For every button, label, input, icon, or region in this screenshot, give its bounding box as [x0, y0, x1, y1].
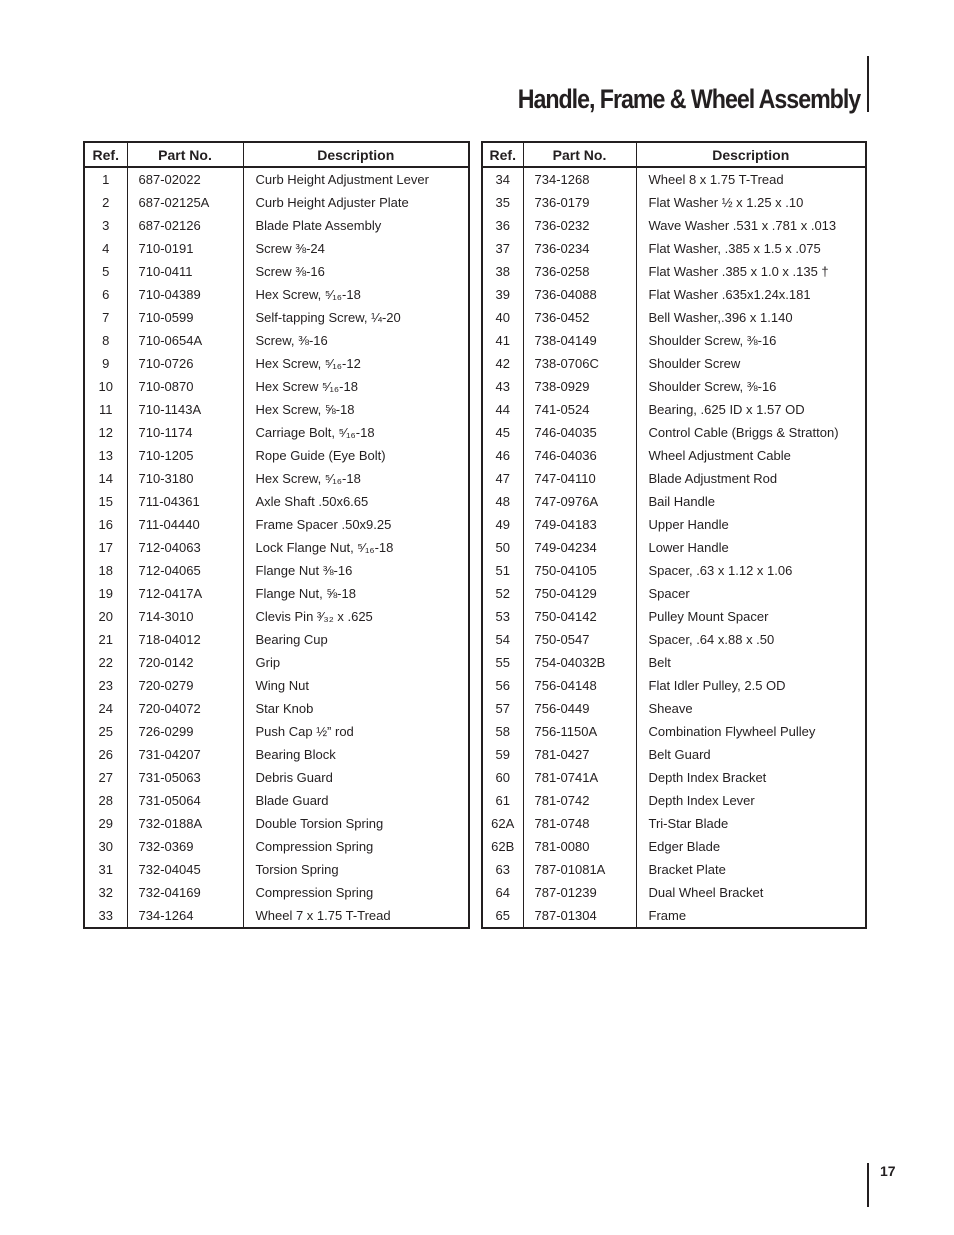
description-cell: Debris Guard [255, 770, 333, 785]
table-row [84, 789, 469, 812]
ref-cell: 20 [84, 605, 127, 628]
table-row [84, 352, 469, 375]
table-row [482, 167, 866, 191]
table-row [84, 720, 469, 743]
table-row [482, 467, 866, 490]
ref-cell: 41 [482, 329, 523, 352]
ref-cell: 21 [84, 628, 127, 651]
ref-cell: 10 [84, 375, 127, 398]
part-no-cell: 687-02125A [127, 191, 243, 214]
ref-column-header: Ref. [482, 142, 523, 167]
part-no-cell: 712-04065 [127, 559, 243, 582]
ref-cell: 5 [84, 260, 127, 283]
ref-cell: 30 [84, 835, 127, 858]
table-row [84, 375, 469, 398]
description-cell: Depth Index Lever [648, 793, 755, 808]
ref-cell: 11 [84, 398, 127, 421]
ref-cell: 3 [84, 214, 127, 237]
table-row [84, 766, 469, 789]
part-no-cell: 738-0706C [523, 352, 636, 375]
table-row [482, 812, 866, 835]
part-no-cell: 746-04035 [523, 421, 636, 444]
description-cell: Lower Handle [648, 540, 729, 555]
part-no-cell: 781-0741A [523, 766, 636, 789]
table-row [84, 467, 469, 490]
table-row [84, 651, 469, 674]
ref-cell: 8 [84, 329, 127, 352]
description-cell: Flange Nut ⅜-16 [255, 563, 353, 578]
ref-cell: 32 [84, 881, 127, 904]
ref-cell: 17 [84, 536, 127, 559]
ref-cell: 13 [84, 444, 127, 467]
table-row [482, 605, 866, 628]
part-no-cell: 750-0547 [523, 628, 636, 651]
ref-cell: 56 [482, 674, 523, 697]
description-cell: Screw ⅜-16 [255, 264, 325, 279]
table-row [84, 421, 469, 444]
description-cell: Clevis Pin ³⁄₃₂ x .625 [255, 609, 373, 624]
table-row [84, 605, 469, 628]
ref-cell: 26 [84, 743, 127, 766]
ref-cell: 31 [84, 858, 127, 881]
ref-cell: 33 [84, 904, 127, 928]
description-cell: Compression Spring [255, 839, 374, 854]
part-no-cell: 756-04148 [523, 674, 636, 697]
table-row [482, 559, 866, 582]
part-no-cell: 781-0748 [523, 812, 636, 835]
part-no-cell: 720-0279 [127, 674, 243, 697]
description-cell: Star Knob [255, 701, 314, 716]
table-row [482, 490, 866, 513]
part-no-cell: 734-1264 [127, 904, 243, 928]
part-no-cell: 756-0449 [523, 697, 636, 720]
part-no-cell: 731-05064 [127, 789, 243, 812]
part-no-cell: 720-04072 [127, 697, 243, 720]
description-cell: Wheel 7 x 1.75 T-Tread [255, 908, 391, 923]
part-no-cell: 756-1150A [523, 720, 636, 743]
table-row [84, 628, 469, 651]
ref-cell: 28 [84, 789, 127, 812]
part-no-cell: 710-0870 [127, 375, 243, 398]
ref-cell: 45 [482, 421, 523, 444]
description-cell: Bearing Cup [255, 632, 328, 647]
table-row [84, 513, 469, 536]
ref-cell: 1 [84, 167, 127, 191]
description-cell: Bracket Plate [648, 862, 726, 877]
part-no-cell: 710-0411 [127, 260, 243, 283]
description-cell: Belt Guard [648, 747, 711, 762]
description-cell: Push Cap ½” rod [255, 724, 354, 739]
part-no-cell: 710-04389 [127, 283, 243, 306]
part-no-cell: 754-04032B [523, 651, 636, 674]
ref-cell: 47 [482, 467, 523, 490]
ref-cell: 18 [84, 559, 127, 582]
description-cell: Frame [648, 908, 687, 923]
description-cell: Compression Spring [255, 885, 374, 900]
part-no-cell: 731-04207 [127, 743, 243, 766]
table-row [84, 283, 469, 306]
description-cell: Curb Height Adjuster Plate [255, 195, 409, 210]
ref-cell: 63 [482, 858, 523, 881]
ref-cell: 40 [482, 306, 523, 329]
table-row [482, 421, 866, 444]
description-column-header: Description [636, 142, 866, 167]
page-number-divider [867, 1163, 869, 1207]
table-row [482, 743, 866, 766]
part-no-cell: 781-0427 [523, 743, 636, 766]
table-row [84, 214, 469, 237]
page-title: Handle, Frame & Wheel Assembly [517, 84, 860, 115]
part-no-cell: 747-04110 [523, 467, 636, 490]
description-cell: Control Cable (Briggs & Stratton) [648, 425, 839, 440]
description-cell: Belt [648, 655, 671, 670]
table-row [482, 789, 866, 812]
part-no-cell: 714-3010 [127, 605, 243, 628]
description-cell: Shoulder Screw, ⅜-16 [648, 333, 777, 348]
table-row [482, 283, 866, 306]
ref-cell: 25 [84, 720, 127, 743]
title-divider [867, 56, 869, 112]
ref-cell: 15 [84, 490, 127, 513]
table-row [84, 858, 469, 881]
part-no-cell: 787-01304 [523, 904, 636, 928]
description-cell: Hex Screw, ⁵⁄₁₆-18 [255, 287, 361, 302]
parts-table-right [481, 141, 867, 929]
ref-cell: 60 [482, 766, 523, 789]
description-cell: Hex Screw, ⅝-18 [255, 402, 355, 417]
description-cell: Shoulder Screw, ⅜-16 [648, 379, 777, 394]
table-row [482, 398, 866, 421]
description-cell: Flange Nut, ⅝-18 [255, 586, 356, 601]
table-row [482, 214, 866, 237]
description-cell: Depth Index Bracket [648, 770, 767, 785]
table-row [482, 582, 866, 605]
ref-cell: 46 [482, 444, 523, 467]
part-no-cell: 731-05063 [127, 766, 243, 789]
ref-cell: 9 [84, 352, 127, 375]
description-cell: Blade Guard [255, 793, 329, 808]
description-cell: Upper Handle [648, 517, 729, 532]
table-row [84, 490, 469, 513]
ref-cell: 27 [84, 766, 127, 789]
part-no-cell: 738-0929 [523, 375, 636, 398]
description-cell: Pulley Mount Spacer [648, 609, 769, 624]
table-row [84, 306, 469, 329]
part-no-column-header: Part No. [127, 142, 243, 167]
table-row [84, 329, 469, 352]
description-cell: Hex Screw ⁵⁄₁₆-18 [255, 379, 358, 394]
table-row [482, 513, 866, 536]
ref-cell: 44 [482, 398, 523, 421]
table-row [482, 651, 866, 674]
part-no-cell: 710-0654A [127, 329, 243, 352]
ref-cell: 52 [482, 582, 523, 605]
part-no-cell: 732-0188A [127, 812, 243, 835]
description-cell: Grip [255, 655, 281, 670]
table-row [482, 835, 866, 858]
part-no-cell: 736-0179 [523, 191, 636, 214]
ref-cell: 62B [482, 835, 523, 858]
table-row [482, 628, 866, 651]
part-no-cell: 711-04361 [127, 490, 243, 513]
ref-cell: 34 [482, 167, 523, 191]
part-no-cell: 787-01081A [523, 858, 636, 881]
part-no-cell: 711-04440 [127, 513, 243, 536]
ref-cell: 7 [84, 306, 127, 329]
description-cell: Torsion Spring [255, 862, 339, 877]
part-no-cell: 750-04142 [523, 605, 636, 628]
description-cell: Flat Washer .635x1.24x.181 [648, 287, 811, 302]
table-row [84, 904, 469, 928]
description-cell: Wheel 8 x 1.75 T-Tread [648, 172, 784, 187]
part-no-cell: 732-04169 [127, 881, 243, 904]
table-row [482, 191, 866, 214]
description-cell: Frame Spacer .50x9.25 [255, 517, 392, 532]
description-cell: Screw ⅜-24 [255, 241, 325, 256]
description-cell: Edger Blade [648, 839, 721, 854]
ref-cell: 35 [482, 191, 523, 214]
ref-cell: 23 [84, 674, 127, 697]
table-row [84, 191, 469, 214]
ref-cell: 24 [84, 697, 127, 720]
part-no-cell: 687-02126 [127, 214, 243, 237]
part-no-cell: 712-04063 [127, 536, 243, 559]
table-row [482, 881, 866, 904]
description-cell: Flat Washer ½ x 1.25 x .10 [648, 195, 804, 210]
ref-cell: 53 [482, 605, 523, 628]
part-no-cell: 710-1174 [127, 421, 243, 444]
ref-column-header: Ref. [84, 142, 127, 167]
description-cell: Axle Shaft .50x6.65 [255, 494, 369, 509]
part-no-cell: 736-0234 [523, 237, 636, 260]
part-no-cell: 738-04149 [523, 329, 636, 352]
description-cell: Hex Screw, ⁵⁄₁₆-18 [255, 471, 361, 486]
part-no-cell: 710-0191 [127, 237, 243, 260]
part-no-cell: 712-0417A [127, 582, 243, 605]
ref-cell: 59 [482, 743, 523, 766]
description-cell: Bail Handle [648, 494, 715, 509]
description-cell: Bearing Block [255, 747, 336, 762]
table-row [482, 674, 866, 697]
table-row [482, 720, 866, 743]
ref-cell: 62A [482, 812, 523, 835]
description-cell: Self-tapping Screw, ¼-20 [255, 310, 401, 325]
part-no-cell: 710-3180 [127, 467, 243, 490]
ref-cell: 50 [482, 536, 523, 559]
description-cell: Spacer, .63 x 1.12 x 1.06 [648, 563, 793, 578]
part-no-cell: 736-0232 [523, 214, 636, 237]
table-row [84, 582, 469, 605]
part-no-cell: 749-04183 [523, 513, 636, 536]
description-cell: Blade Adjustment Rod [648, 471, 778, 486]
table-row [84, 260, 469, 283]
table-row [482, 329, 866, 352]
description-cell: Bearing, .625 ID x 1.57 OD [648, 402, 805, 417]
part-no-cell: 718-04012 [127, 628, 243, 651]
ref-cell: 38 [482, 260, 523, 283]
description-cell: Screw, ⅜-16 [255, 333, 328, 348]
part-no-cell: 781-0742 [523, 789, 636, 812]
table-row [482, 536, 866, 559]
part-no-cell: 736-0452 [523, 306, 636, 329]
table-header-row [84, 142, 469, 167]
description-cell: Double Torsion Spring [255, 816, 384, 831]
ref-cell: 61 [482, 789, 523, 812]
ref-cell: 16 [84, 513, 127, 536]
part-no-cell: 710-1143A [127, 398, 243, 421]
ref-cell: 29 [84, 812, 127, 835]
description-column-header: Description [243, 142, 469, 167]
ref-cell: 37 [482, 237, 523, 260]
description-cell: Blade Plate Assembly [255, 218, 382, 233]
ref-cell: 43 [482, 375, 523, 398]
part-no-cell: 750-04129 [523, 582, 636, 605]
table-row [84, 697, 469, 720]
ref-cell: 65 [482, 904, 523, 928]
table-row [84, 444, 469, 467]
table-header-row [482, 142, 866, 167]
ref-cell: 2 [84, 191, 127, 214]
ref-cell: 42 [482, 352, 523, 375]
table-row [482, 375, 866, 398]
part-no-cell: 750-04105 [523, 559, 636, 582]
part-no-cell: 747-0976A [523, 490, 636, 513]
description-cell: Flat Washer .385 x 1.0 x .135 † [648, 264, 829, 279]
description-cell: Flat Washer, .385 x 1.5 x .075 [648, 241, 821, 256]
ref-cell: 22 [84, 651, 127, 674]
table-row [84, 743, 469, 766]
table-row [482, 697, 866, 720]
ref-cell: 49 [482, 513, 523, 536]
part-no-cell: 734-1268 [523, 167, 636, 191]
ref-cell: 64 [482, 881, 523, 904]
table-row [482, 260, 866, 283]
table-row [84, 881, 469, 904]
table-row [482, 237, 866, 260]
part-no-cell: 787-01239 [523, 881, 636, 904]
description-cell: Carriage Bolt, ⁵⁄₁₆-18 [255, 425, 375, 440]
description-cell: Shoulder Screw [648, 356, 741, 371]
table-row [482, 306, 866, 329]
table-row [482, 352, 866, 375]
part-no-cell: 687-02022 [127, 167, 243, 191]
ref-cell: 19 [84, 582, 127, 605]
part-no-cell: 736-0258 [523, 260, 636, 283]
page-number: 17 [880, 1163, 896, 1179]
table-row [84, 812, 469, 835]
ref-cell: 39 [482, 283, 523, 306]
ref-cell: 48 [482, 490, 523, 513]
description-cell: Combination Flywheel Pulley [648, 724, 816, 739]
table-row [84, 559, 469, 582]
ref-cell: 55 [482, 651, 523, 674]
ref-cell: 14 [84, 467, 127, 490]
part-no-column-header: Part No. [523, 142, 636, 167]
description-cell: Bell Washer,.396 x 1.140 [648, 310, 793, 325]
part-no-cell: 720-0142 [127, 651, 243, 674]
description-cell: Tri-Star Blade [648, 816, 729, 831]
part-no-cell: 710-0726 [127, 352, 243, 375]
part-no-cell: 710-0599 [127, 306, 243, 329]
part-no-cell: 710-1205 [127, 444, 243, 467]
ref-cell: 36 [482, 214, 523, 237]
description-cell: Sheave [648, 701, 693, 716]
table-row [84, 674, 469, 697]
table-row [482, 766, 866, 789]
ref-cell: 6 [84, 283, 127, 306]
description-cell: Hex Screw, ⁵⁄₁₆-12 [255, 356, 361, 371]
part-no-cell: 732-0369 [127, 835, 243, 858]
ref-cell: 54 [482, 628, 523, 651]
ref-cell: 57 [482, 697, 523, 720]
description-cell: Flat Idler Pulley, 2.5 OD [648, 678, 786, 693]
table-row [482, 444, 866, 467]
table-row [84, 536, 469, 559]
description-cell: Dual Wheel Bracket [648, 885, 764, 900]
table-row [84, 835, 469, 858]
part-no-cell: 736-04088 [523, 283, 636, 306]
part-no-cell: 741-0524 [523, 398, 636, 421]
ref-cell: 4 [84, 237, 127, 260]
part-no-cell: 726-0299 [127, 720, 243, 743]
ref-cell: 12 [84, 421, 127, 444]
table-row [482, 904, 866, 928]
table-row [482, 858, 866, 881]
description-cell: Wheel Adjustment Cable [648, 448, 791, 463]
description-cell: Spacer, .64 x.88 x .50 [648, 632, 775, 647]
ref-cell: 51 [482, 559, 523, 582]
part-no-cell: 732-04045 [127, 858, 243, 881]
part-no-cell: 746-04036 [523, 444, 636, 467]
table-row [84, 167, 469, 191]
ref-cell: 58 [482, 720, 523, 743]
part-no-cell: 781-0080 [523, 835, 636, 858]
description-cell: Spacer [648, 586, 690, 601]
description-cell: Curb Height Adjustment Lever [255, 172, 429, 187]
description-cell: Wing Nut [255, 678, 309, 693]
description-cell: Wave Washer .531 x .781 x .013 [648, 218, 837, 233]
description-cell: Lock Flange Nut, ⁵⁄₁₆-18 [255, 540, 394, 555]
description-cell: Rope Guide (Eye Bolt) [255, 448, 386, 463]
parts-table-left [83, 141, 470, 929]
table-row [84, 398, 469, 421]
part-no-cell: 749-04234 [523, 536, 636, 559]
table-row [84, 237, 469, 260]
